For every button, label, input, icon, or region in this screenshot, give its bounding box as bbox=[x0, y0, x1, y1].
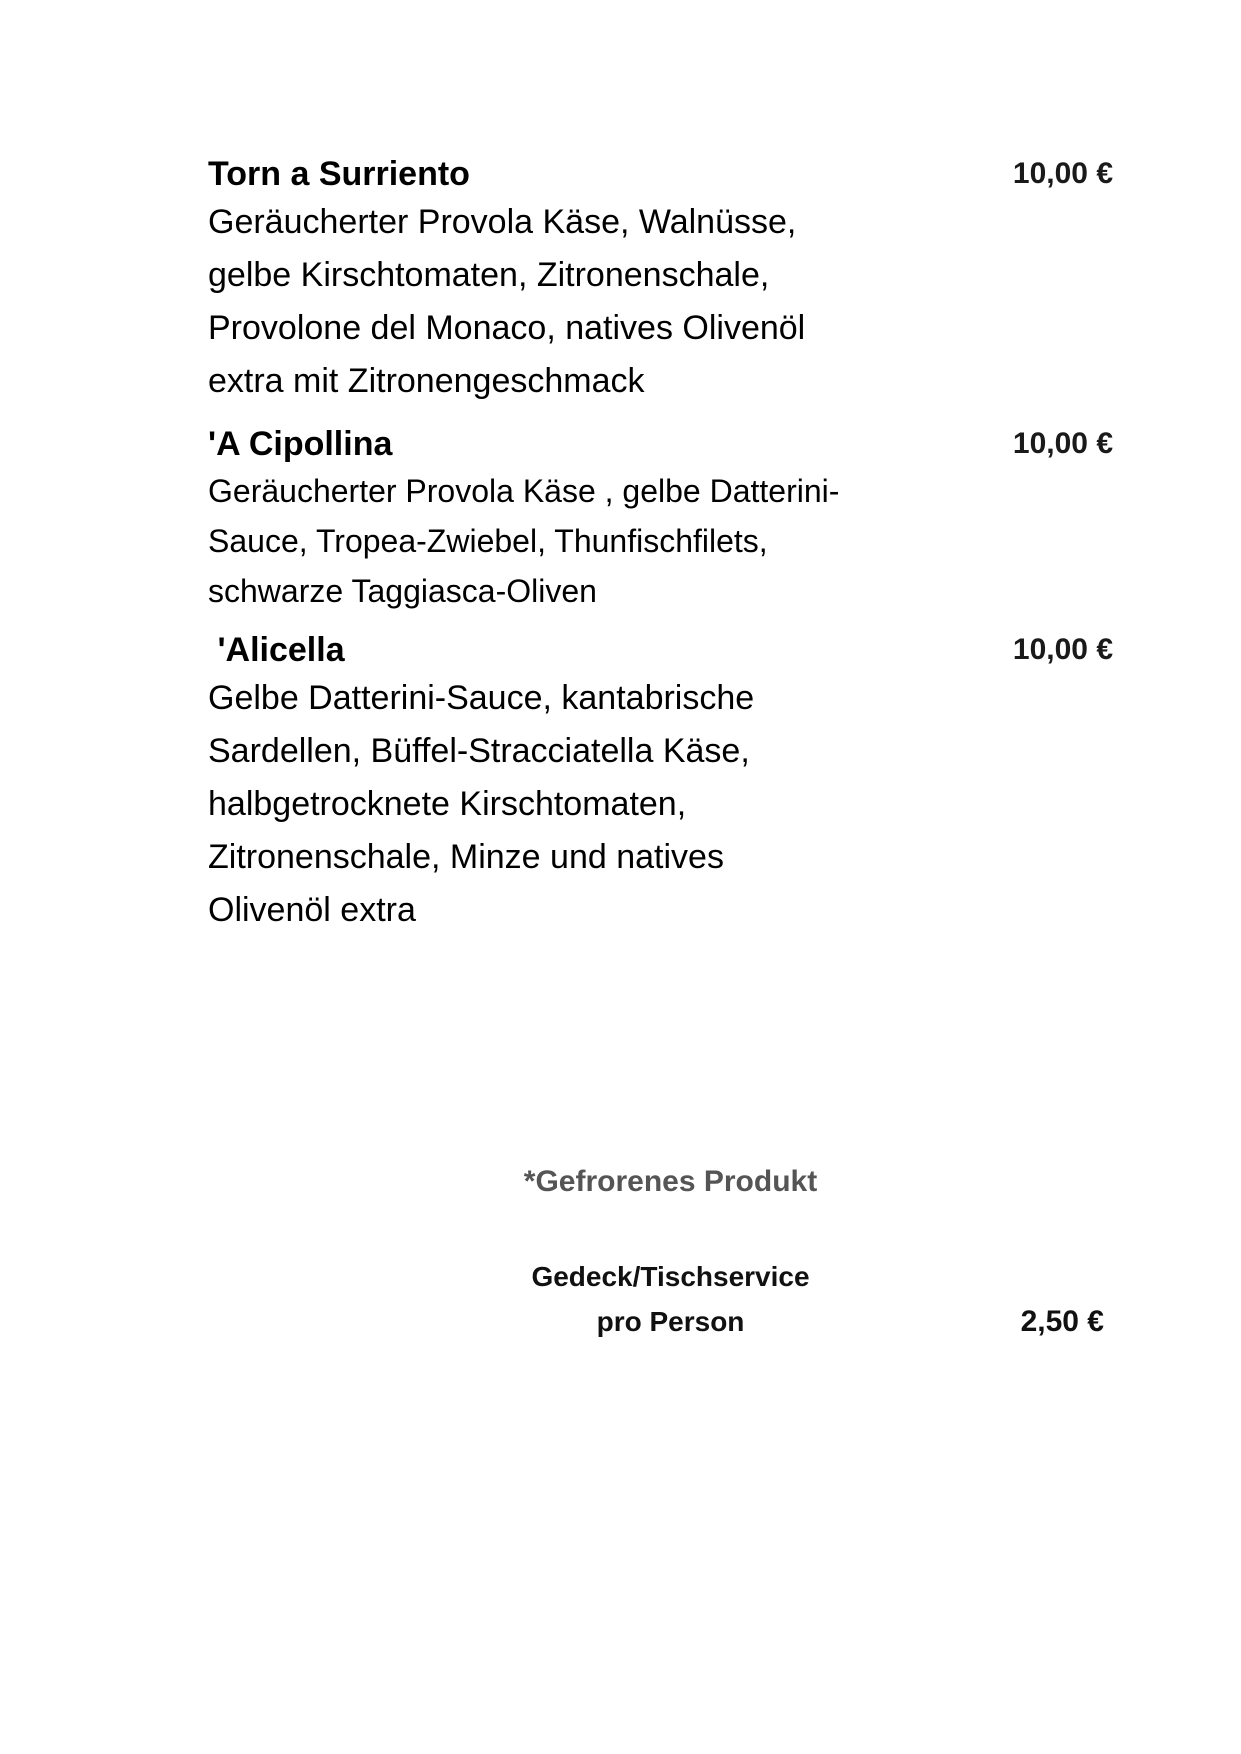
item-name: 'Alicella bbox=[208, 631, 345, 669]
description-line: schwarze Taggiasca-Oliven bbox=[208, 573, 597, 609]
description-line: Provolone del Monaco, natives Olivenöl bbox=[208, 309, 806, 347]
item-price: 10,00 € bbox=[1012, 157, 1113, 190]
description-line: Gelbe Datterini-Sauce, kantabrische bbox=[208, 679, 755, 717]
description-line: gelbe Kirschtomaten, Zitronenschale, bbox=[208, 256, 770, 294]
cover-charge-label: Gedeck/Tischservice bbox=[531, 1261, 810, 1292]
item-description bbox=[208, 672, 754, 937]
frozen-product-footnote: *Gefrorenes Produkt bbox=[523, 1165, 818, 1198]
item-price: 10,00 € bbox=[1012, 633, 1113, 666]
description-line: Geräucherter Provola Käse , gelbe Datterini- bbox=[208, 473, 840, 509]
description-line: Sardellen, Büffel-Stracciatella Käse, bbox=[208, 732, 750, 770]
description-line: Zitronenschale, Minze und natives bbox=[208, 838, 724, 876]
description-line: Sauce, Tropea-Zwiebel, Thunfischfilets, bbox=[208, 523, 768, 559]
description-line: Geräucherter Provola Käse, Walnüsse, bbox=[208, 203, 797, 241]
cover-charge-sublabel: pro Person bbox=[596, 1306, 745, 1337]
item-price: 10,00 € bbox=[1012, 427, 1113, 460]
item-name: 'A Cipollina bbox=[208, 425, 393, 463]
description-line: halbgetrocknete Kirschtomaten, bbox=[208, 785, 687, 823]
cover-charge-price: 2,50 € bbox=[1020, 1305, 1104, 1338]
item-description bbox=[208, 466, 839, 616]
item-name: Torn a Surriento bbox=[208, 155, 470, 193]
description-line: extra mit Zitronengeschmack bbox=[208, 362, 645, 400]
description-line: Olivenöl extra bbox=[208, 891, 416, 929]
item-description bbox=[208, 196, 805, 408]
